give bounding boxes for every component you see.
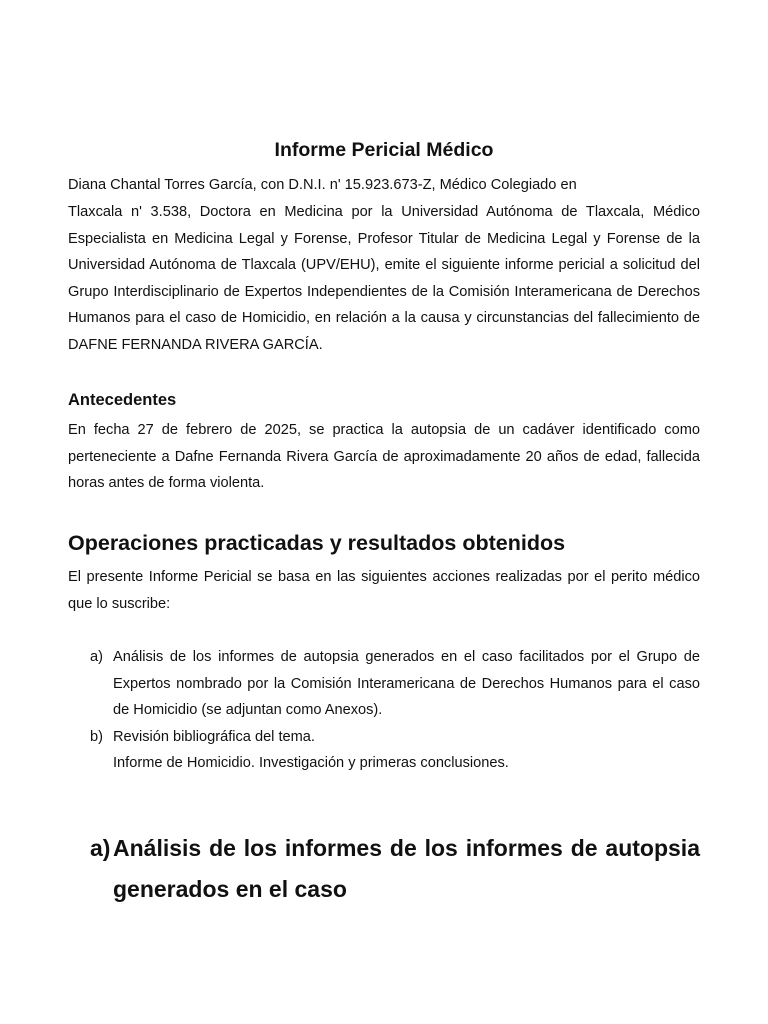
list-item (90, 724, 700, 777)
list-marker: a) (90, 649, 103, 665)
list-item (90, 644, 700, 724)
list-item-text: Análisis de los informes de autopsia generados en el caso facilitados por el Grupo de Expertos nombrado por la Comisión Interamericana de Derechos Humanos para el caso de Homicidio (se adjuntan como Anexos). (113, 649, 700, 719)
analisis-heading (90, 828, 700, 910)
antecedentes-heading: Antecedentes (68, 391, 177, 409)
intro-paragraph: Tlaxcala n' 3.538, Doctora en Medicina por la Universidad Autónoma de Tlaxcala, Médico Especialista en Medicina Legal y Forense, Profesor Titular de Medicina Legal y Forense de la Universidad Autónoma de Tlaxcala (UPV/EHU), emite el siguiente informe pericial a solicitud del Grupo Interdisciplinario de Expertos Independientes de la Comisión Interamericana de Derechos Humanos para el caso de Homicidio, en relación a la causa y circunstancias del fallecimiento de DAFNE FERNANDA RIVERA GARCÍA. (68, 204, 700, 353)
analisis-heading-text: Análisis de los informes de los informes de autopsia generados en el caso (113, 835, 700, 902)
operaciones-list (90, 644, 700, 777)
intro-first-line: Diana Chantal Torres García, con D.N.I. n' 15.923.673-Z, Médico Colegiado en (68, 177, 577, 193)
list-marker: b) (90, 728, 103, 745)
analisis-marker: a) (90, 835, 111, 861)
antecedentes-paragraph: En fecha 27 de febrero de 2025, se practica la autopsia de un cadáver identificado como perteneciente a Dafne Fernanda Rivera García de aproximadamente 20 años de edad, fallecida horas antes de forma violenta. (68, 422, 700, 492)
operaciones-paragraph: El presente Informe Pericial se basa en las siguientes acciones realizadas por el perito médico que lo suscribe: (68, 569, 700, 612)
operaciones-heading: Operaciones practicadas y resultados obtenidos (68, 531, 566, 555)
list-item-subtext: Informe de Homicidio. Investigación y primeras conclusiones. (113, 755, 509, 772)
list-item-text: Revisión bibliográfica del tema. (113, 728, 315, 745)
document-title: Informe Pericial Médico (274, 139, 494, 161)
